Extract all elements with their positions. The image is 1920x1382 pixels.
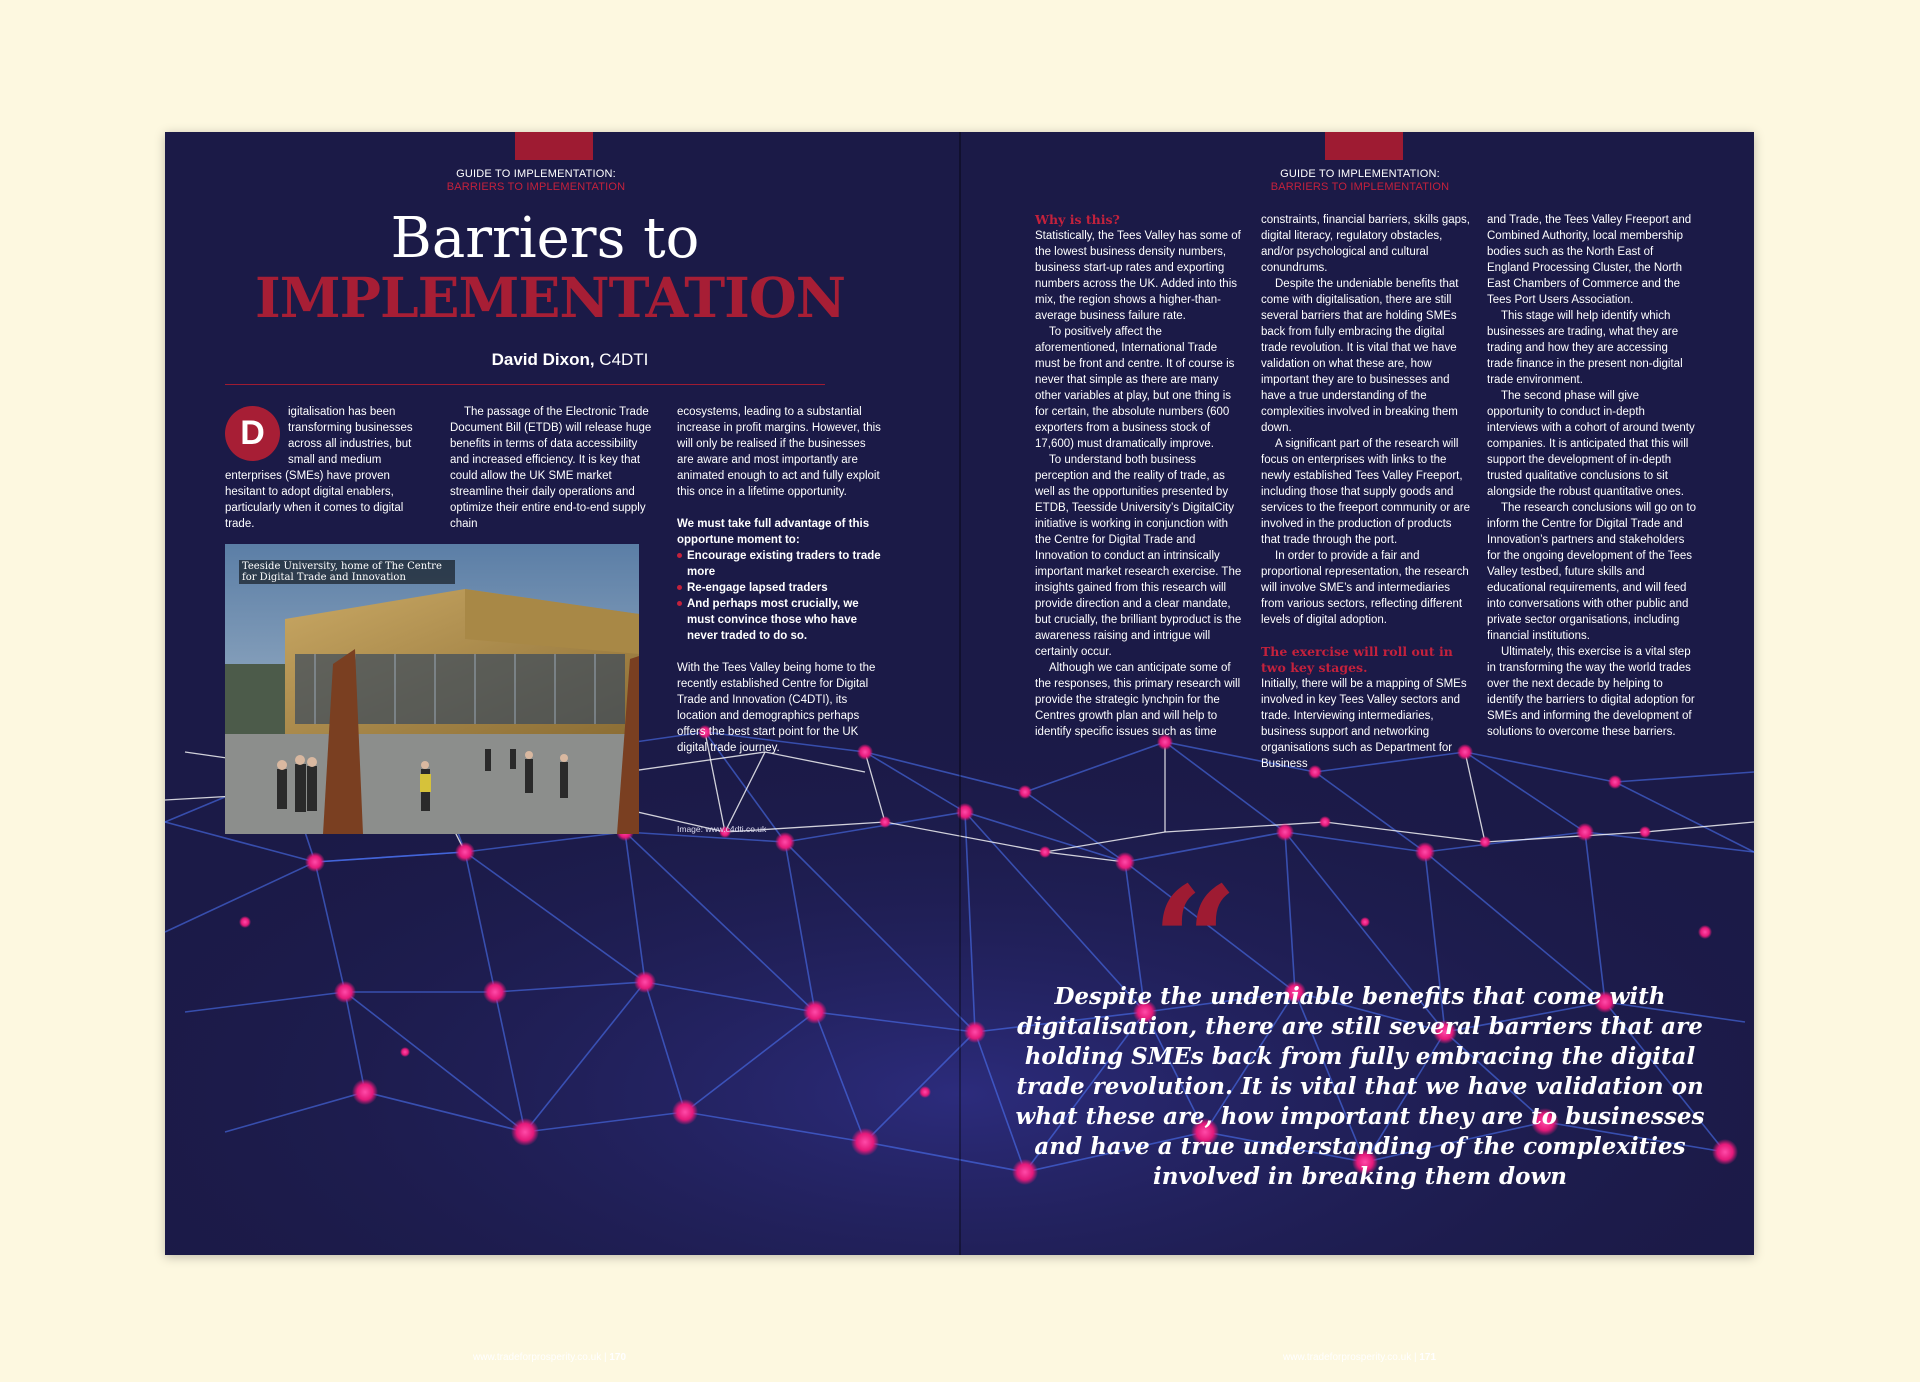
author-name: David Dixon,	[491, 350, 595, 369]
freeport-paragraph: A significant part of the research will focus on enterprises with links to the newly established Tees Valley Freeport, including those that supply goods and services to the freeport community or are involved in the production of products that trade through the port.	[1261, 438, 1470, 546]
anticipate-paragraph: Although we can anticipate some of the responses, this primary research will provide the strategic lynchpin for the Centres growth plan and will help to identify specific issues such as time	[1035, 662, 1241, 738]
folio-right	[1283, 1352, 1436, 1363]
right-column-3	[1487, 212, 1697, 740]
folio-url: www.tradeforprosperity.co.uk |	[1283, 1352, 1420, 1363]
kicker-line2: BARRIERS TO IMPLEMENTATION	[446, 181, 626, 193]
building-illustration	[225, 544, 639, 834]
image-credit: Image: www.c4dti.co.uk	[677, 824, 767, 834]
subhead-stages: The exercise will roll out in two key stages.	[1261, 644, 1453, 675]
author-org: C4DTI	[594, 350, 649, 369]
magazine-spread	[165, 132, 1754, 1363]
mapping-paragraph: Initially, there will be a mapping of SMEs involved in key Tees Valley sectors and trade. Interviewing intermediaries, business support and networking organisations such as Department for Business	[1261, 678, 1467, 770]
representation-paragraph: In order to provide a fair and proportional representation, the research will involve SME’s and intermediaries from various sectors, reflecting different levels of digital adoption.	[1261, 550, 1469, 626]
ecosystems-paragraph: ecosystems, leading to a substantial increase in profit margins. However, this will only be realised if the businesses are aware and most importantly are animated enough to act and fully exploit this once in a lifetime opportunity.	[677, 406, 881, 498]
bullet-item: Re-engage lapsed traders	[677, 580, 885, 596]
article-title-line1: Barriers to	[390, 206, 700, 271]
quote-mark-icon: “	[1151, 854, 1239, 1030]
page-gutter	[959, 132, 961, 1255]
photo-caption: Teeside University, home of The Centre for Digital Trade and Innovation	[239, 560, 455, 584]
trade-paragraph: To positively affect the aforementioned, International Trade must be front and centre. It of course is never that simple as there are many other variables at play, but one thing is for certain, the absolute numbers (600 exporters from a business stock of 17,600) must dramatically improve.	[1035, 326, 1235, 450]
ultimately-paragraph: Ultimately, this exercise is a vital step in transforming the way the world trades over the next decade by helping to identify the barriers to digital adoption for SMEs and informing the development of solutions to overcome these barriers.	[1487, 646, 1695, 738]
page-number: 170	[609, 1352, 627, 1363]
research-paragraph: To understand both business perception and the reality of trade, as well as the opportunities presented by ETDB, Teesside University’s DigitalCity initiative is working in conjunction with the Centre for Digital Trade and Innovation to conduct an intrinsically important market research exercise. The insights gained from this research will provide direction and a clear mandate, but crucially, the brilliant byproduct is the awareness raising and intrigue will certainly occur.	[1035, 454, 1242, 658]
kicker-line1: GUIDE TO IMPLEMENTATION:	[1280, 168, 1440, 180]
section-kicker	[406, 168, 666, 194]
left-column-3	[677, 404, 885, 756]
conclusions-paragraph: The research conclusions will go on to inform the Centre for Digital Trade and Innovation’s partners and stakeholders for the ongoing development of the Tees Valley testbed, future skills and educational requirements, and will feed into conversations with other public and private sector organisations, including financial institutions.	[1487, 502, 1696, 642]
barriers-paragraph: Despite the undeniable benefits that come with digitalisation, there are still several barriers that are holding SMEs back from fully embracing the digital trade revolution. It is vital that we have validation on what these are, how important they are to businesses and have a true understanding of the complexities involved in breaking them down.	[1261, 278, 1459, 434]
page-number: 171	[1419, 1352, 1437, 1363]
etdb-paragraph: The passage of the Electronic Trade Document Bill (ETDB) will release huge benefits in terms of data accessibility and increased efficiency. It is key that could allow the UK SME market streamline their daily operations and optimize their entire end-to-end supply chain	[450, 406, 652, 530]
right-column-1	[1035, 212, 1245, 740]
subhead-why: Why is this?	[1035, 212, 1120, 227]
drop-cap: D	[225, 406, 280, 461]
section-kicker	[1230, 168, 1490, 194]
stats-paragraph: Statistically, the Tees Valley has some of the lowest business density numbers, business start-up rates and exporting numbers across the UK. Added into this mix, the region shows a higher-than-average business failure rate.	[1035, 230, 1241, 322]
teesside-university-photo	[225, 544, 639, 834]
action-bullets	[677, 548, 885, 644]
pull-quote: Despite the undeniable benefits that come with digitalisation, there are still several barriers that are holding SMEs back from fully embracing the digital trade revolution. It is vital that we have validation on what these are, how important they are to businesses and have a true understanding of the complexities involved in breaking them down	[1015, 983, 1705, 1190]
tees-valley-paragraph: With the Tees Valley being home to the recently established Centre for Digital Trade and Innovation (C4DTI), its location and demographics perhaps offers the best start point for the UK digital trade journey.	[677, 662, 876, 754]
intro-paragraph: igitalisation has been transforming businesses across all industries, but small and medium enterprises (SMEs) have proven hesitant to adopt digital enablers, particularly when it comes to digital trade.	[225, 406, 413, 530]
stage-paragraph: This stage will help identify which businesses are trading, what they are trading and how they are accessing trade finance in the present non-digital trade environment.	[1487, 310, 1683, 386]
section-tab	[515, 132, 593, 160]
left-column-1	[225, 404, 430, 532]
folio-url: www.tradeforprosperity.co.uk |	[473, 1352, 610, 1363]
left-column-2	[450, 404, 655, 532]
freeport-authority-paragraph: and Trade, the Tees Valley Freeport and Combined Authority, local membership bodies such as the North East of England Processing Cluster, the North East Chambers of Commerce and the Tees Port Users Association.	[1487, 214, 1692, 306]
opportune-lead: We must take full advantage of this opportune moment to:	[677, 518, 870, 546]
kicker-line2: BARRIERS TO IMPLEMENTATION	[1270, 181, 1450, 193]
kicker-line1: GUIDE TO IMPLEMENTATION:	[456, 168, 616, 180]
bullet-item: And perhaps most crucially, we must convince those who have never traded to do so.	[677, 596, 885, 644]
constraints-paragraph: constraints, financial barriers, skills gaps, digital literacy, regulatory obstacles, and/or psychological and cultural conundrums.	[1261, 214, 1470, 274]
second-phase-paragraph: The second phase will give opportunity to conduct in-depth interviews with a cohort of around twenty companies. It is anticipated that this will support the development of in-depth trusted qualitative conclusions to sit alongside the robust quantitative ones.	[1487, 390, 1695, 498]
right-column-2	[1261, 212, 1471, 772]
bullet-item: Encourage existing traders to trade more	[677, 548, 885, 580]
title-rule	[225, 384, 825, 385]
folio-left	[473, 1352, 626, 1363]
byline	[365, 350, 775, 370]
article-title-line2: IMPLEMENTATION	[255, 265, 846, 330]
section-tab	[1325, 132, 1403, 160]
